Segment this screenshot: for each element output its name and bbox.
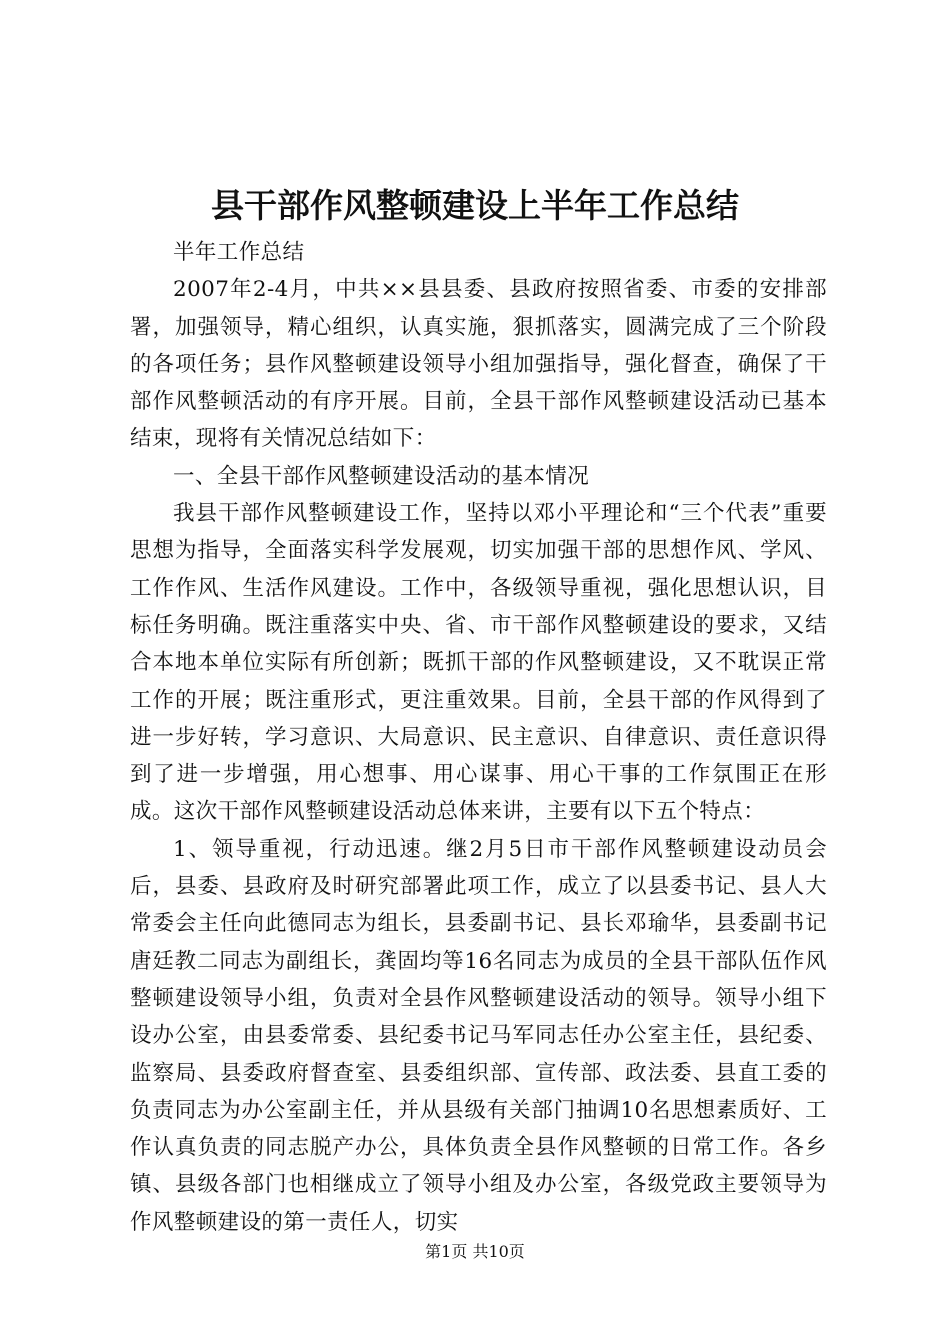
- paragraph-point-1: 1、领导重视，行动迅速。继2月5日市干部作风整顿建设动员会后，县委、县政府及时研究部署此项工作，成立了以县委书记、县人大常委会主任向此德同志为组长，县委副书记、县长邓瑜华，县委副书记唐廷教二同志为副组长，龚固均等16名同志为成员的全县干部队伍作风整顿建设领导小组，负责对全县作风整顿建设活动的领导。领导小组下设办公室，由县委常委、县纪委书记马军同志任办公室主任，县纪委、监察局、县委政府督查室、县委组织部、宣传部、政法委、县直工委的负责同志为办公室副主任，并从县级有关部门抽调10名思想素质好、工作认真负责的同志脱产办公，具体负责全县作风整顿的日常工作。各乡镇、县级各部门也相继成立了领导小组及办公室，各级党政主要领导为作风整顿建设的第一责任人，切实: [130, 836, 827, 1235]
- document-body: [130, 234, 827, 1241]
- paragraph-overview: 我县干部作风整顿建设工作，坚持以邓小平理论和“三个代表”重要思想为指导，全面落实科学发展观，切实加强干部的思想作风、学风、工作作风、生活作风建设。工作中，各级领导重视，强化思想认识，目标任务明确。既注重落实中央、省、市干部作风整顿建设的要求，又结合本地本单位实际有所创新；既抓干部的作风整顿建设，又不耽误正常工作的开展；既注重形式，更注重效果。目前，全县干部的作风得到了进一步好转，学习意识、大局意识、民主意识、自律意识、责任意识得到了进一步增强，用心想事、用心谋事、用心干事的工作氛围正在形成。这次干部作风整顿建设活动总体来讲，主要有以下五个特点：: [130, 501, 827, 825]
- document-title: 县干部作风整顿建设上半年工作总结: [211, 186, 739, 225]
- paragraph-subtitle: 半年工作总结: [173, 240, 305, 265]
- paragraph-intro: 2007年2-4月，中共××县县委、县政府按照省委、市委的安排部署，加强领导，精心组织，认真实施，狠抓落实，圆满完成了三个阶段的各项任务；县作风整顿建设领导小组加强指导，强化督查，确保了干部作风整顿活动的有序开展。目前，全县干部作风整顿建设活动已基本结束，现将有关情况总结如下：: [130, 277, 827, 452]
- section-heading: 一、全县干部作风整顿建设活动的基本情况: [173, 463, 590, 489]
- page-footer: 第1页 共10页: [425, 1242, 525, 1261]
